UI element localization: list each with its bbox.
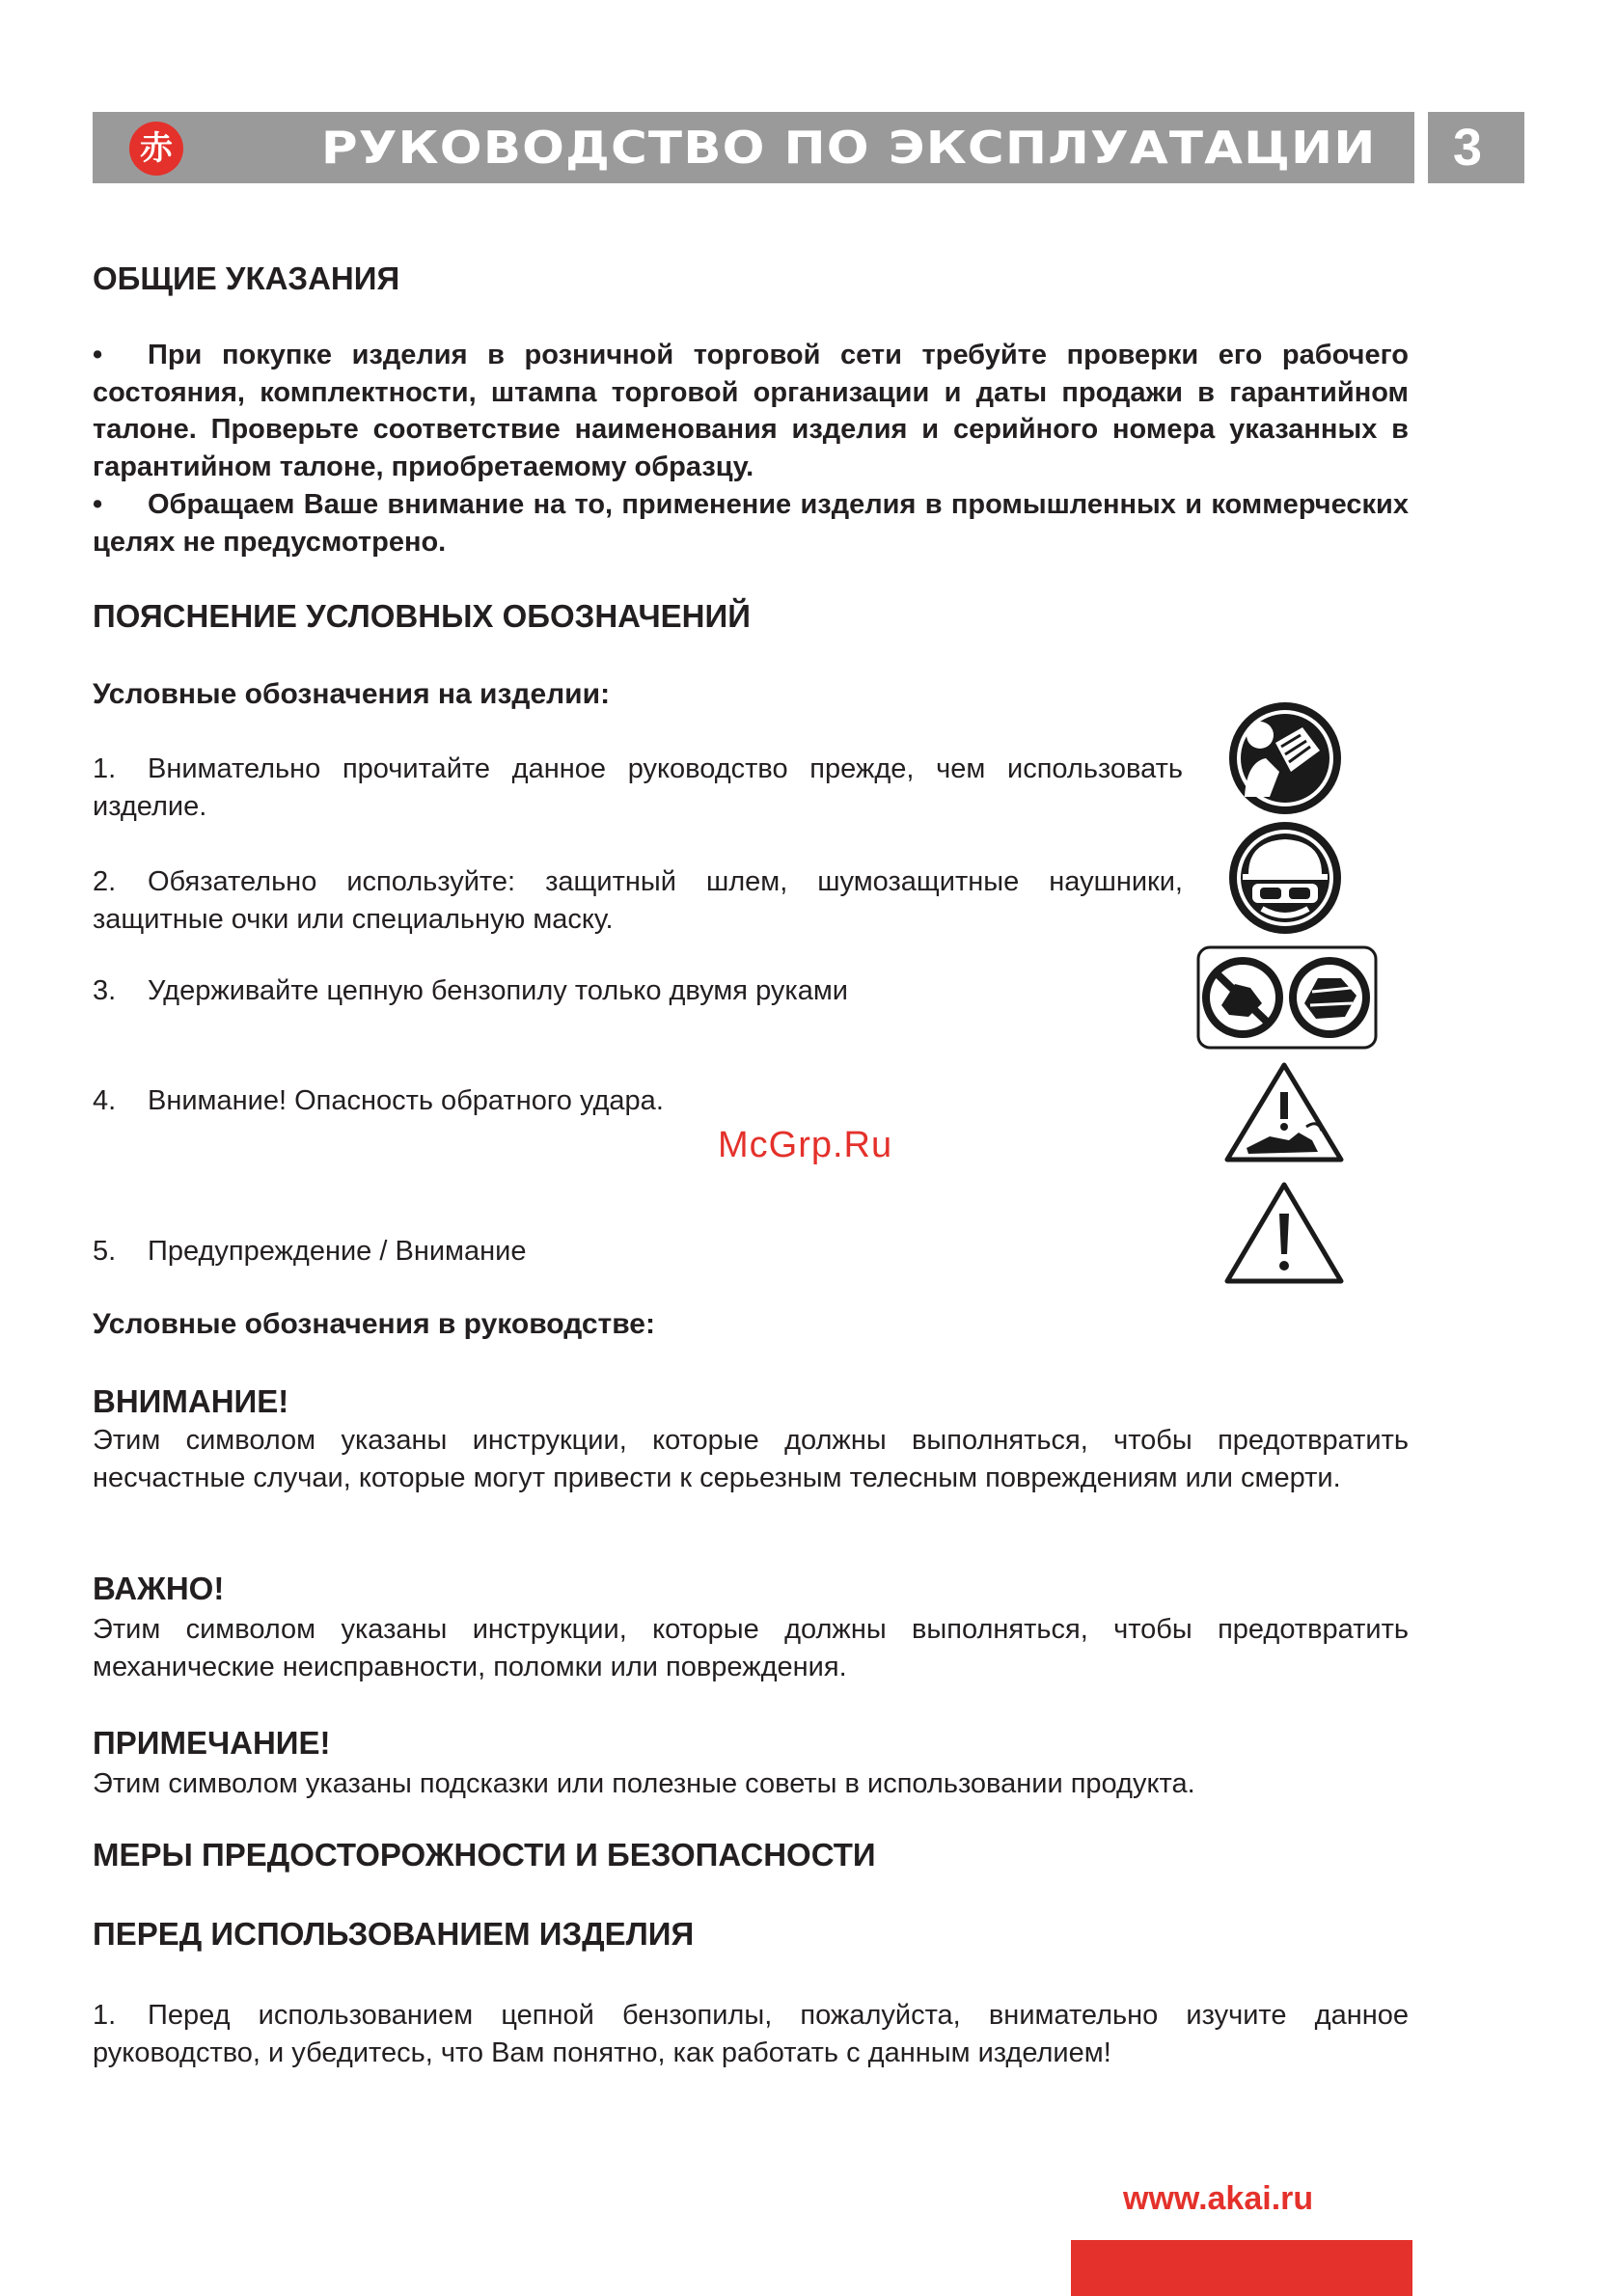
notice-important-title: ВАЖНО! [93, 1571, 225, 1606]
item-number: 4. [93, 1085, 117, 1116]
header-title: РУКОВОДСТВО ПО ЭКСПЛУАТАЦИИ [320, 122, 1376, 174]
symbol-item-2 [93, 863, 1183, 939]
notice-attention-title: ВНИМАНИЕ! [93, 1383, 289, 1419]
general-bullet-2-text: Обращаем Ваше внимание на то, применение изделия в промышленных и коммерческих целях не предусмотрено. [93, 489, 1409, 558]
general-bullet-2 [93, 486, 1409, 560]
general-bullet-1-text: При покупке изделия в розничной торговой сети требуйте проверки его рабочего состояния, комплектности, штампа торговой организации и даты продажи в гарантийном талоне. Проверьте соответствие наименования изделия и серийного номера указанных в гарантийном талоне, приобретаемому образцу. [93, 340, 1409, 482]
item-number: 5. [93, 1236, 117, 1267]
notice-attention-text: Этим символом указаны инструкции, которые должны выполняться, чтобы предотвратить несчастные случаи, которые могут привести к серьезным телесным повреждениям или смерти. [93, 1425, 1409, 1493]
item-number: 2. [93, 866, 117, 897]
read-manual-icon [1227, 700, 1343, 816]
bullet-marker: • [93, 340, 103, 370]
item-number: 1. [93, 2000, 117, 2031]
notice-note-title: ПРИМЕЧАНИЕ! [93, 1725, 331, 1761]
symbol-item-3 [93, 972, 1183, 1010]
footer-website-link[interactable]: www.akai.ru [1123, 2180, 1314, 2217]
before-use-heading: ПЕРЕД ИСПОЛЬЗОВАНИЕМ ИЗДЕЛИЯ [93, 1916, 695, 1952]
safety-item-1 [93, 1997, 1409, 2072]
item-number: 1. [93, 753, 117, 784]
bullet-marker: • [93, 489, 103, 520]
notice-important-text: Этим символом указаны инструкции, которые должны выполняться, чтобы предотвратить механические неисправности, поломки или повреждения. [93, 1614, 1409, 1682]
kickback-warning-icon [1221, 1059, 1347, 1165]
manual-symbols-subheading: Условные обозначения в руководстве: [93, 1308, 655, 1340]
item-text: Обязательно используйте: защитный шлем, шумозащитные наушники, защитные очки или специальную маску. [93, 866, 1183, 935]
page-number: 3 [1428, 112, 1524, 183]
item-text: Внимательно прочитайте данное руководство прежде, чем использовать изделие. [93, 753, 1183, 822]
header-bar [93, 112, 1414, 183]
symbol-item-5 [93, 1233, 1183, 1271]
two-hands-icon [1196, 945, 1378, 1050]
notice-note-text: Этим символом указаны подсказки или полезные советы в использовании продукта. [93, 1768, 1195, 1799]
footer-bar [1071, 2240, 1412, 2296]
general-heading: ОБЩИЕ УКАЗАНИЯ [93, 260, 400, 296]
item-number: 3. [93, 975, 117, 1006]
item-text: Предупреждение / Внимание [148, 1236, 527, 1267]
product-symbols-subheading: Условные обозначения на изделии: [93, 678, 611, 710]
protective-gear-icon [1227, 820, 1343, 936]
item-text: Внимание! Опасность обратного удара. [148, 1085, 664, 1116]
symbols-heading: ПОЯСНЕНИЕ УСЛОВНЫХ ОБОЗНАЧЕНИЙ [93, 598, 751, 634]
symbol-item-1 [93, 751, 1183, 826]
safety-item-1-text: Перед использованием цепной бензопилы, пожалуйста, внимательно изучите данное руководство, и убедитесь, что Вам понятно, как работать с данным изделием! [93, 2000, 1409, 2068]
safety-heading: МЕРЫ ПРЕДОСТОРОЖНОСТИ И БЕЗОПАСНОСТИ [93, 1837, 876, 1872]
brand-logo: 赤 [129, 122, 183, 176]
watermark: McGrp.Ru [718, 1125, 893, 1165]
symbol-item-4 [93, 1082, 1183, 1120]
warning-triangle-icon [1221, 1179, 1347, 1287]
general-bullet-1 [93, 337, 1409, 485]
item-text: Удерживайте цепную бензопилу только двумя руками [148, 975, 848, 1006]
